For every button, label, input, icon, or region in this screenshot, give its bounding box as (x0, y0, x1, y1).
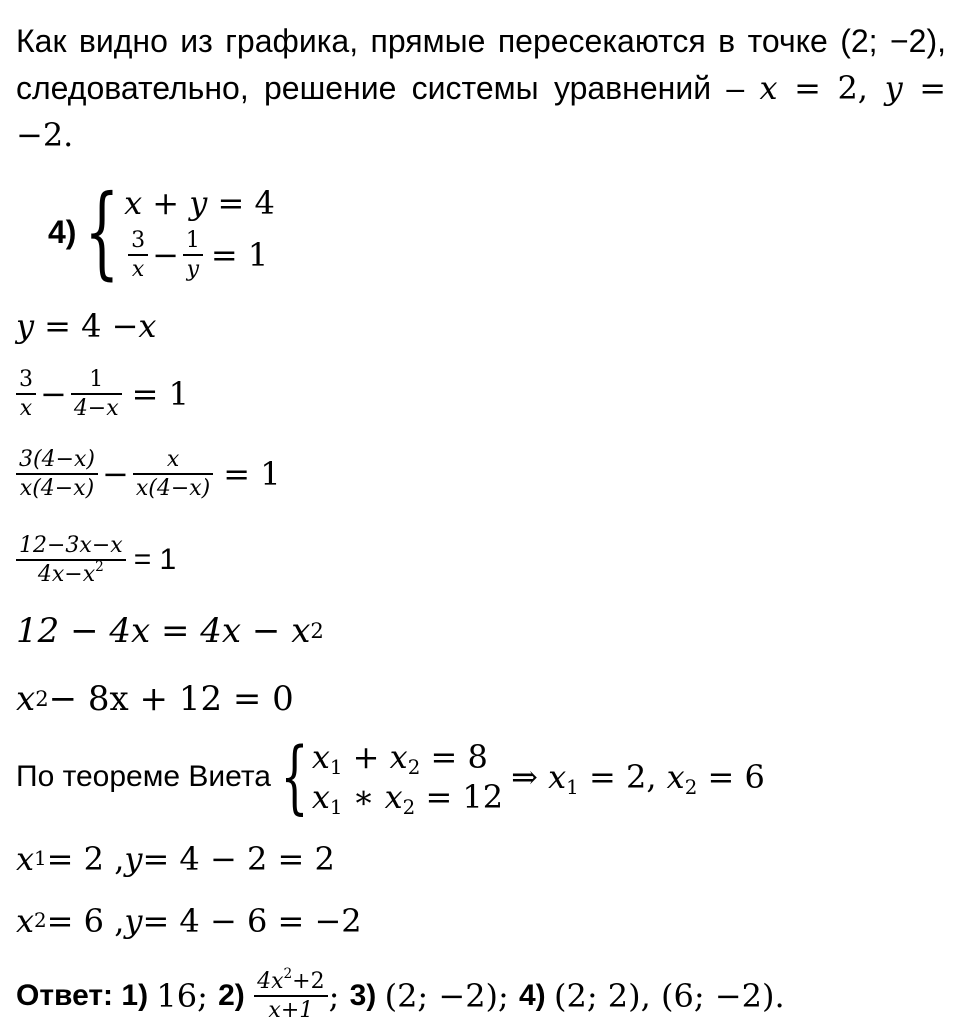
root2-x: x (16, 902, 35, 940)
frac-num: 3 (131, 227, 146, 253)
vieta-result (511, 758, 765, 799)
frac-den: x(4−x) (19, 476, 95, 501)
answer-2-fraction (254, 965, 328, 1023)
minus-sign: − (152, 235, 179, 274)
answer-3-label: 3) (349, 979, 385, 1012)
root1-value: = 2 , (46, 840, 125, 878)
eq1-op: + (142, 184, 190, 223)
root1-eq: = 4 − 2 = 2 (142, 840, 335, 878)
answer-2-label: 2) (218, 979, 254, 1012)
root-2: x 2 = 6 , y = 4 − 6 = −2 (16, 902, 362, 940)
eq1-x: x (124, 184, 143, 223)
frac-den: y (186, 256, 200, 282)
frac-den (35, 558, 107, 587)
intro-paragraph (16, 18, 946, 159)
step1-rhs: = 4 − (44, 307, 139, 345)
vieta1-rhs: = 8 (420, 738, 488, 776)
frac-num (254, 965, 328, 995)
step1-y: y (16, 307, 35, 345)
frac-den: x (131, 256, 145, 282)
eq2-frac1 (128, 229, 148, 281)
step-2 (16, 362, 189, 426)
vieta2-x1: x (311, 778, 330, 816)
num-base: 4x (257, 968, 284, 994)
step3-rhs: = 1 (223, 455, 281, 493)
answer-1-value: 16; (156, 977, 219, 1015)
frac-den: x+1 (268, 998, 314, 1023)
answer-label: Ответ: (16, 979, 114, 1012)
frac-num: 3 (19, 366, 33, 392)
answer-4-label: 4) (518, 979, 554, 1012)
step6-rest: − 8x + 12 = 0 (48, 679, 294, 719)
step-5: 12 − 4x = 4x − x 2 (16, 611, 324, 651)
step4-rhs: = 1 (133, 543, 177, 576)
vieta-label: По теореме Виета (16, 760, 271, 793)
root2-value: = 6 , (46, 902, 125, 940)
frac-num: 1 (89, 366, 104, 392)
vieta-eq1 (312, 737, 503, 777)
intro-eq1: = 2, (777, 69, 885, 107)
task4-system (48, 173, 275, 290)
num-rest: +2 (292, 968, 325, 994)
root2-eq: = 4 − 6 = −2 (142, 902, 362, 940)
root1-y: y (124, 840, 143, 878)
den-exponent: 2 (95, 558, 104, 575)
sub-1: 1 (566, 775, 579, 799)
vieta1-x2: x (389, 738, 408, 776)
answer-2-semicolon: ; (328, 977, 350, 1015)
eq2-rhs: = 1 (210, 235, 269, 274)
root-1: x 1 = 2 , y = 4 − 2 = 2 (16, 840, 335, 878)
result-x1: x (548, 758, 567, 796)
system-equations (124, 183, 275, 281)
minus-sign: − (40, 375, 67, 413)
answer-1-label: 1) (113, 979, 157, 1012)
result-v2: = 6 (697, 758, 765, 796)
step2-frac2 (71, 368, 122, 420)
answer-3-value: (2; −2); (384, 977, 519, 1015)
task4-label: 4) (48, 213, 77, 250)
eq1-rhs: = 4 (207, 184, 275, 223)
step2-frac1 (16, 368, 36, 420)
answer-row (16, 962, 785, 1030)
eq2-frac2 (183, 229, 203, 281)
step-4 (16, 528, 176, 592)
vieta-eq2 (312, 777, 503, 817)
eq1-y: y (189, 184, 208, 223)
step-6: x 2 − 8x + 12 = 0 (16, 679, 294, 719)
step3-frac2 (133, 448, 213, 500)
vieta1-x1: x (311, 738, 330, 776)
frac-den: 4−x (73, 396, 119, 421)
sub-2: 2 (684, 775, 698, 799)
system-brace: { (84, 173, 120, 290)
sub-2: 2 (407, 755, 421, 779)
frac-den: x (19, 396, 33, 421)
minus-sign: − (102, 455, 129, 493)
result-v1: = 2, (578, 758, 667, 796)
vieta2-x2: x (384, 778, 403, 816)
root1-x: x (16, 840, 35, 878)
answer-4-value: (2; 2), (6; −2). (554, 977, 785, 1015)
sub-2: 2 (402, 795, 416, 819)
step-3 (16, 442, 281, 506)
step6-x: x (16, 679, 36, 719)
step3-frac1 (16, 448, 98, 500)
frac-num: 1 (185, 227, 200, 253)
root2-y: y (124, 902, 143, 940)
system-eq2 (124, 229, 275, 281)
step5-text: 12 − 4x = 4x − x (16, 611, 311, 651)
intro-x: x (759, 69, 778, 107)
vieta-row (16, 730, 765, 823)
multiply-sign: ∗ (342, 778, 385, 816)
intro-text: Как видно из графика, прямые пересекаются в точке (2; −2), следовательно, решение системы уравнений – (16, 23, 946, 106)
frac-num: 3(4−x) (19, 446, 96, 472)
plus-sign: + (342, 738, 390, 776)
implies-arrow: ⇒ (511, 758, 549, 796)
step1-x: x (138, 307, 157, 345)
vieta-brace: { (280, 730, 309, 823)
vieta-system (312, 737, 503, 817)
step-1 (16, 304, 156, 348)
frac-num: x (166, 446, 180, 472)
sub-1: 1 (329, 795, 343, 819)
sub-1: 1 (329, 755, 343, 779)
system-eq1 (124, 183, 275, 225)
frac-num: 12−3x−x (19, 532, 123, 558)
den-base: 4x−x (37, 562, 96, 587)
result-x2: x (666, 758, 685, 796)
vieta2-rhs: = 12 (415, 778, 504, 816)
intro-eq2: = −2. (16, 69, 947, 154)
intro-y: y (884, 69, 903, 107)
step2-rhs: = 1 (131, 375, 189, 413)
step4-frac (16, 534, 126, 586)
frac-den: x(4−x) (135, 476, 211, 501)
num-exponent: 2 (283, 965, 293, 982)
